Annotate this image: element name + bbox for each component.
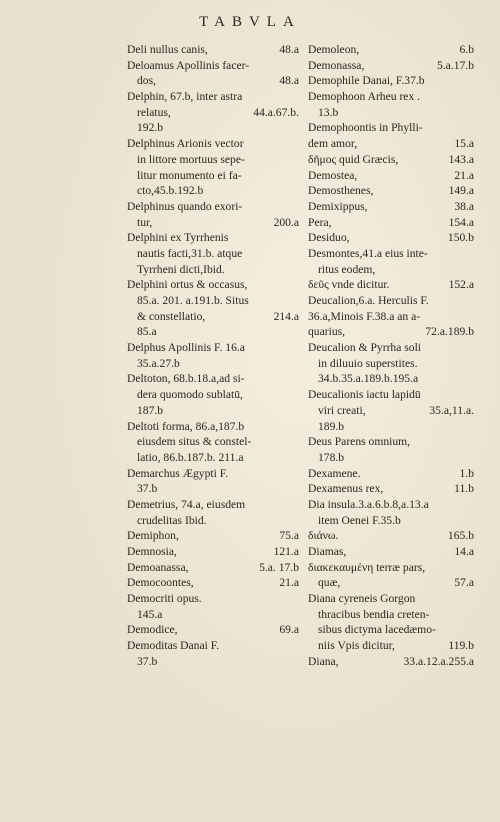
index-entry-text: διακεκαυμένη terræ pars,: [308, 560, 426, 574]
index-entry-line: [308, 246, 474, 262]
index-entry-page-ref: 33.a.12.a.255.a: [403, 654, 474, 668]
index-entry-page-ref: 75.a: [279, 529, 299, 543]
index-entry-text: Demoditas Danai F.: [127, 639, 220, 653]
index-entry-line: [127, 152, 299, 168]
index-entry-line: [308, 403, 474, 419]
index-entry-line: [308, 544, 474, 560]
index-entry-text: tur,: [137, 215, 153, 229]
index-entry-text: 85.a. 201. a.191.b. Situs: [137, 294, 249, 307]
index-entry-page-ref: 150.b: [447, 231, 474, 245]
index-entry-line: [127, 654, 299, 670]
index-entry-line: [127, 513, 299, 529]
index-entry-line: [127, 89, 299, 105]
index-entry-text: ritus eodem,: [318, 262, 376, 276]
index-entry-text: Delphinus quando exori-: [127, 199, 243, 213]
index-entry-text: Demodice,: [127, 623, 178, 637]
index-entry-line: [127, 528, 299, 544]
index-entry-text: dos,: [137, 74, 157, 88]
index-entry-line: [308, 309, 474, 325]
index-entry-text: 178.b: [318, 450, 345, 464]
index-entry-line: [127, 591, 299, 607]
index-entry-page-ref: 5.a.17.b: [436, 58, 474, 72]
index-entry-text: Diana cyreneis Gorgon: [308, 592, 416, 606]
index-entry-text: 192.b: [137, 121, 164, 135]
index-entry-line: [127, 136, 299, 152]
index-entry-line: [308, 575, 474, 591]
index-entry-page-ref: 121.a: [273, 545, 299, 558]
index-entry-page-ref: 119.b: [448, 639, 474, 653]
index-entry-line: [308, 230, 474, 246]
index-entry-text: relatus,: [137, 105, 171, 119]
index-entry-text: Deucalion,6.a. Herculis F.: [308, 294, 429, 307]
index-entry-text: crudelitas Ibid.: [137, 513, 207, 527]
index-entry-line: [127, 105, 299, 121]
index-entry-line: [127, 622, 299, 638]
index-entry-line: [308, 120, 474, 136]
index-entry-text: litur monumento ei fa-: [137, 168, 242, 182]
index-entry-page-ref: 214.a: [273, 309, 299, 323]
index-entry-line: [308, 434, 474, 450]
index-entry-line: [308, 152, 474, 168]
index-entry-line: [127, 607, 299, 623]
index-entry-page-ref: 165.b: [447, 529, 474, 543]
index-entry-line: [127, 403, 299, 419]
index-entry-line: [127, 324, 299, 340]
index-entry-line: [308, 622, 474, 638]
index-entry-page-ref: 48.a: [279, 43, 299, 56]
index-entry-page-ref: 15.a: [454, 137, 474, 151]
index-entry-line: [308, 513, 474, 529]
index-entry-text: Delphus Apollinis F. 16.a: [127, 341, 245, 355]
index-entry-line: [308, 497, 474, 513]
index-entry-line: [308, 591, 474, 607]
index-entry-line: [308, 105, 474, 121]
index-entry-line: [308, 450, 474, 466]
index-entry-text: Demarchus Ægypti F.: [127, 466, 229, 480]
index-entry-text: 35.a.27.b: [137, 356, 180, 370]
index-entry-line: [127, 293, 299, 309]
index-entry-text: Demnosia,: [127, 545, 177, 558]
index-entry-line: [308, 324, 474, 340]
index-entry-line: [127, 168, 299, 184]
index-entry-text: quæ,: [318, 576, 341, 590]
index-entry-text: sibus dictyma lacedæmo-: [318, 623, 436, 637]
index-entry-page-ref: 143.a: [448, 152, 474, 166]
index-entry-line: [308, 356, 474, 372]
index-entry-text: Delphinus Arionis vector: [127, 137, 244, 151]
index-entry-line: [308, 168, 474, 184]
index-entry-text: 37.b: [137, 482, 158, 496]
index-entry-text: Demoanassa,: [127, 560, 189, 574]
index-entry-page-ref: 1.b: [459, 466, 474, 480]
index-entry-line: [127, 277, 299, 293]
index-entry-line: [308, 42, 474, 58]
index-entry-text: Demophoontis in Phylli-: [308, 121, 423, 135]
index-entry-text: eiusdem situs & constel-: [137, 435, 252, 449]
index-entry-text: Delphin, 67.b, inter astra: [127, 90, 243, 104]
index-entry-line: [308, 419, 474, 435]
index-entry-text: Diana,: [308, 654, 339, 668]
index-entry-line: [127, 183, 299, 199]
index-entry-text: 145.a: [137, 607, 163, 621]
index-entry-line: [127, 215, 299, 231]
index-entry-text: dera quomodo sublatū,: [137, 388, 243, 402]
index-entry-text: Democriti opus.: [127, 592, 202, 606]
index-entry-text: 189.b: [318, 419, 345, 433]
index-entry-text: nautis facti,31.b. atque: [137, 246, 243, 260]
index-entry-page-ref: 57.a: [454, 576, 474, 590]
index-entry-page-ref: 48.a: [279, 74, 299, 88]
index-entry-line: [127, 497, 299, 513]
index-entry-line: [127, 42, 299, 58]
index-entry-text: Desiduo,: [308, 231, 350, 245]
index-entry-text: Demophile Danai, F.37.b: [308, 74, 425, 88]
index-entry-line: [308, 262, 474, 278]
index-entry-text: Dia insula.3.a.6.b.8,a.13.a: [308, 497, 429, 511]
index-entry-line: [127, 560, 299, 576]
index-entry-line: [308, 293, 474, 309]
index-entry-line: [308, 560, 474, 576]
index-entry-text: 85.a: [137, 325, 157, 339]
index-entry-line: [127, 575, 299, 591]
left-index-column: [127, 42, 299, 670]
index-entry-line: [127, 356, 299, 372]
index-entry-line: [127, 309, 299, 325]
index-entry-text: item Oenei F.35.b: [318, 513, 401, 527]
index-entry-line: [127, 246, 299, 262]
index-entry-line: [308, 183, 474, 199]
index-entry-line: [308, 136, 474, 152]
index-entry-text: Demixippus,: [308, 199, 368, 213]
right-index-column: [308, 42, 474, 670]
index-entry-line: [308, 387, 474, 403]
index-entry-page-ref: 154.a: [448, 215, 474, 229]
index-entry-text: Demostea,: [308, 168, 358, 182]
index-entry-text: Pera,: [308, 215, 332, 229]
index-entry-line: [308, 277, 474, 293]
index-entry-text: διάνω.: [308, 529, 339, 543]
index-entry-text: 36.a,Minois F.38.a an a-: [308, 309, 421, 323]
index-entry-page-ref: 69.a: [279, 623, 299, 637]
index-entry-line: [308, 73, 474, 89]
index-entry-text: viri creati,: [318, 403, 366, 417]
index-entry-text: Demetrius, 74.a, eiusdem: [127, 497, 246, 511]
index-entry-text: 13.b: [318, 105, 339, 119]
index-entry-text: Deucalionis iactu lapidū: [308, 388, 421, 402]
index-entry-line: [127, 340, 299, 356]
index-entry-text: 37.b: [137, 654, 158, 668]
index-entry-text: Demonassa,: [308, 58, 365, 72]
index-entry-line: [308, 607, 474, 623]
index-entry-line: [308, 654, 474, 670]
index-entry-line: [127, 73, 299, 89]
index-entry-line: [308, 481, 474, 497]
index-entry-text: Deucalion & Pyrrha soli: [308, 341, 422, 355]
index-entry-text: Dexamenus rex,: [308, 482, 384, 496]
index-entry-page-ref: 200.a: [273, 215, 299, 229]
index-entry-line: [127, 466, 299, 482]
index-entry-line: [127, 481, 299, 497]
index-entry-text: Desmontes,41.a eius inte-: [308, 246, 428, 260]
index-entry-text: Demophoon Arheu rex .: [308, 90, 421, 104]
index-entry-text: Deltoton, 68.b.18.a,ad si-: [127, 372, 245, 386]
index-entry-text: 34.b.35.a.189.b.195.a: [318, 372, 419, 386]
index-entry-text: Deli nullus canis,: [127, 43, 208, 56]
index-entry-line: [127, 450, 299, 466]
index-entry-line: [308, 215, 474, 231]
index-entry-text: Demoleon,: [308, 43, 360, 56]
index-entry-page-ref: 14.a: [454, 545, 474, 558]
index-entry-line: [127, 387, 299, 403]
index-entry-text: δεῦς vnde dicitur.: [308, 278, 390, 292]
index-entry-page-ref: 44.a.67.b.: [253, 105, 299, 119]
index-entry-line: [127, 58, 299, 74]
index-entry-text: δῆμος quid Græcis,: [308, 152, 399, 166]
index-entry-text: Democoontes,: [127, 576, 194, 590]
index-entry-text: Deltoti forma, 86.a,187.b: [127, 419, 245, 433]
index-entry-text: cto,45.b.192.b: [137, 184, 204, 198]
index-entry-text: 187.b: [137, 403, 164, 417]
index-entry-text: & constellatio,: [137, 309, 206, 323]
index-entry-text: Demosthenes,: [308, 184, 374, 198]
index-entry-page-ref: 6.b: [459, 43, 474, 56]
index-entry-page-ref: 35.a,11.a.: [429, 403, 474, 417]
index-entry-page-ref: 38.a: [454, 199, 474, 213]
index-entry-line: [127, 419, 299, 435]
index-entry-text: thracibus bendia creten-: [318, 607, 430, 621]
index-entry-text: in littore mortuus sepe-: [137, 152, 245, 166]
index-entry-text: Demiphon,: [127, 529, 179, 543]
index-entry-line: [308, 58, 474, 74]
index-entry-page-ref: 72.a.189.b: [425, 325, 474, 339]
index-entry-page-ref: 21.a: [279, 576, 299, 590]
index-entry-text: Dexamene.: [308, 466, 361, 480]
index-entry-line: [308, 199, 474, 215]
index-entry-page-ref: 21.a: [454, 168, 474, 182]
index-entry-line: [308, 638, 474, 654]
index-entry-text: Diamas,: [308, 545, 347, 558]
index-entry-line: [127, 120, 299, 136]
index-entry-line: [308, 466, 474, 482]
index-entry-line: [127, 544, 299, 560]
index-entry-text: niis Vpis dicitur,: [318, 639, 395, 653]
index-entry-text: quarius,: [308, 325, 346, 339]
index-entry-line: [127, 638, 299, 654]
index-entry-line: [308, 89, 474, 105]
index-entry-page-ref: 152.a: [448, 278, 474, 292]
index-entry-page-ref: 5.a. 17.b: [259, 560, 299, 574]
index-entry-line: [127, 434, 299, 450]
index-entry-page-ref: 149.a: [448, 184, 474, 198]
index-entry-text: Tyrrheni dicti,Ibid.: [137, 262, 225, 276]
index-entry-line: [127, 262, 299, 278]
index-entry-line: [127, 199, 299, 215]
index-entry-line: [308, 528, 474, 544]
index-entry-page-ref: 11.b: [454, 482, 474, 496]
index-entry-line: [308, 371, 474, 387]
index-entry-line: [308, 340, 474, 356]
index-entry-text: dem amor,: [308, 137, 358, 151]
index-entry-text: Deus Parens omnium,: [308, 435, 411, 449]
index-entry-text: Delphini ortus & occasus,: [127, 278, 248, 292]
index-entry-text: latio, 86.b.187.b. 211.a: [137, 450, 244, 464]
index-entry-text: Deloamus Apollinis facer-: [127, 58, 250, 72]
index-entry-text: in diluuio superstites.: [318, 356, 418, 370]
page-header: TABVLA: [199, 14, 301, 30]
index-entry-line: [127, 230, 299, 246]
index-entry-line: [127, 371, 299, 387]
index-entry-text: Delphini ex Tyrrhenis: [127, 231, 229, 245]
